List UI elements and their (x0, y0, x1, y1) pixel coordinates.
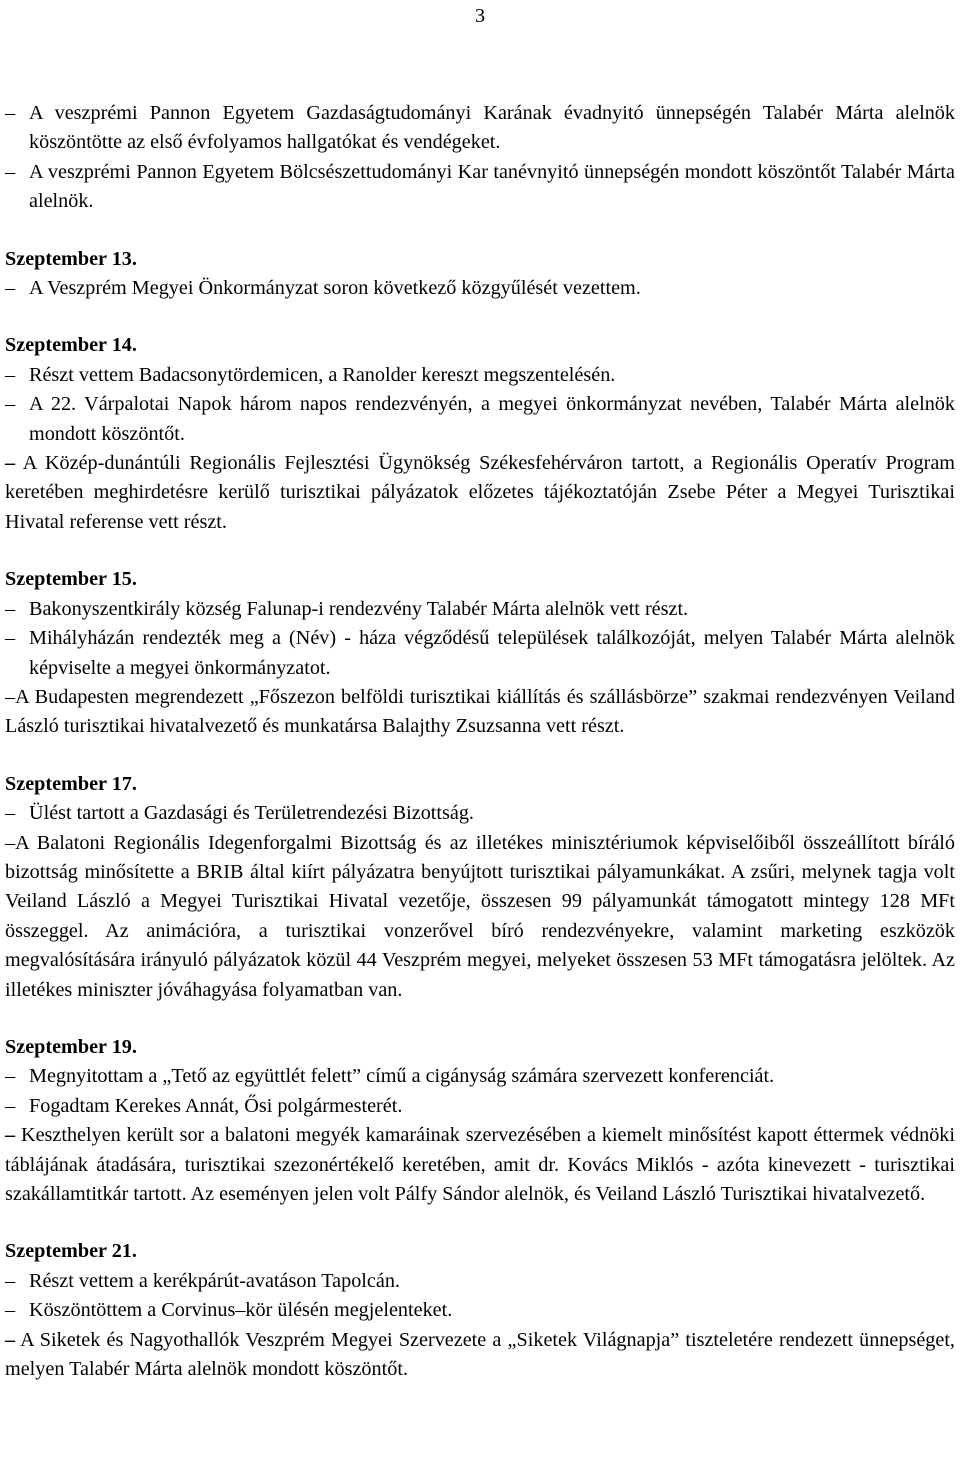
list-item-text: Részt vettem Badacsonytördemicen, a Ranolder kereszt megszentelésén. (29, 363, 616, 386)
list-item (5, 624, 955, 683)
section-sept21 (5, 1237, 955, 1384)
dash-bullet: – (5, 685, 16, 708)
list-item-text: Köszöntöttem a Corvinus–kör ülésén megjelenteket. (29, 1299, 453, 1322)
section-heading: Szeptember 21. (5, 1240, 137, 1263)
paragraph-text: Keszthelyen került sor a balatoni megyék kamaráinak szervezésében a kiemelt minősítést kapott éttermek védnöki táblájának átadására, turisztikai szezonértékelő keretében, amit dr. Kovács Miklós - azóta kinevezett - turisztikai szakállamtitkár tartott. Az eseményen jelen volt Pálfy Sándor alelnök, és Veiland László Turisztikai hivatalvezető. (5, 1124, 956, 1205)
list-item-text: A Veszprém Megyei Önkormányzat soron következő közgyűlését vezettem. (29, 277, 641, 300)
paragraph (5, 1326, 955, 1385)
paragraph (5, 829, 955, 1005)
page-number: 3 (474, 5, 486, 27)
list-item (5, 390, 955, 449)
dash-bullet: – (5, 452, 16, 475)
paragraph-text: A Siketek és Nagyothallók Veszprém Megyei Szervezete a „Siketek Világnapja” tiszteletére rendezett ünnepséget, melyen Talabér Márta alelnök mondott köszöntőt. (5, 1328, 955, 1381)
list-item (5, 158, 955, 217)
section-heading: Szeptember 13. (5, 247, 137, 270)
list-item-text: Bakonyszentkirály község Falunap-i rendezvény Talabér Márta alelnök vett részt. (29, 597, 689, 620)
section-sept15 (5, 565, 955, 741)
section-heading: Szeptember 19. (5, 1035, 137, 1058)
list-item (5, 274, 955, 303)
list-item (5, 595, 955, 624)
dash-bullet: – (5, 102, 16, 124)
paragraph-text: A Közép-dunántúli Regionális Fejlesztési Ügynökség Székesfehérváron tartott, a Regionális Operatív Program keretében meghirdetésre kerülő turisztikai pályázatok előzetes tájékoztatóján Zsebe Péter a Megyei Turisztikai Hivatal referense vett részt. (5, 452, 955, 533)
dash-bullet: – (5, 393, 16, 416)
paragraph (5, 683, 955, 742)
section-sept13 (5, 245, 955, 304)
paragraph-text: A Balatoni Regionális Idegenforgalmi Bizottság és az illetékes minisztériumok képviselőiből összeállított bíráló bizottság minősítette a BRIB által kiírt pályázatra benyújtott turisztikai pályamunkákat. A zsűri, melynek tagja volt Veiland László a Megyei Turisztikai Hivatal vezetője, összesen 99 pályamunkát támogatott mintegy 128 MFt összeggel. Az animációra, a turisztikai vonzerővel bíró rendezvényekre, valamint marketing eszközök megvalósítására irányuló pályázatok közül 44 Veszprém megyei, melyeket összesen 53 MFt támogatásra jelöltek. Az illetékes miniszter jóváhagyása folyamatban van. (5, 831, 955, 1001)
list-item-text: A veszprémi Pannon Egyetem Bölcsészettudományi Kar tanévnyitó ünnepségén mondott köszöntőt Talabér Márta alelnök. (29, 160, 955, 213)
paragraph (5, 449, 955, 537)
dash-bullet: – (5, 160, 16, 183)
list-item (5, 1267, 955, 1296)
section-sept19 (5, 1033, 955, 1209)
section-heading: Szeptember 17. (5, 772, 137, 795)
section-sept14 (5, 331, 955, 537)
list-item (5, 361, 955, 390)
dash-bullet: – (5, 1328, 16, 1351)
list-item-text: Megnyitottam a „Tető az együttlét felett” című a cigányság számára szervezett konferenciát. (29, 1065, 775, 1088)
section-heading: Szeptember 14. (5, 334, 137, 357)
section-heading: Szeptember 15. (5, 568, 137, 591)
list-item (5, 799, 955, 828)
dash-bullet: – (5, 1094, 16, 1117)
document-body (5, 99, 955, 1384)
list-item-text: A 22. Várpalotai Napok három napos rendezvényén, a megyei önkormányzat nevében, Talabér Márta alelnök mondott köszöntőt. (29, 393, 955, 445)
dash-bullet: – (5, 1269, 16, 1292)
paragraph-text: A Budapesten megrendezett „Főszezon belföldi turisztikai kiállítás és szállásbörze” szakmai rendezvényen Veiland László turisztikai hivatalvezető és munkatársa Balajthy Zsuzsanna vett részt. (5, 685, 955, 738)
list-item (5, 1296, 955, 1325)
intro-section (5, 99, 955, 217)
list-item (5, 99, 955, 158)
list-item-text: A veszprémi Pannon Egyetem Gazdaságtudományi Karának évadnyitó ünnepségén Talabér Márta alelnök köszöntötte az első évfolyamos hallgatókat és vendégeket. (29, 102, 955, 154)
list-item (5, 1092, 955, 1121)
list-item-text: Részt vettem a kerékpárút-avatáson Tapolcán. (29, 1269, 400, 1292)
dash-bullet: – (5, 627, 16, 650)
dash-bullet: – (5, 1124, 16, 1147)
dash-bullet: – (5, 363, 16, 386)
dash-bullet: – (5, 831, 16, 854)
list-item-text: Mihályházán rendezték meg a (Név) - háza végződésű települések találkozóját, melyen Talabér Márta alelnök képviselte a megyei önkormányzatot. (29, 627, 955, 679)
dash-bullet: – (5, 1065, 16, 1088)
list-item-text: Ülést tartott a Gazdasági és Területrendezési Bizottság. (29, 802, 474, 825)
section-sept17 (5, 770, 955, 1005)
dash-bullet: – (5, 802, 16, 825)
paragraph (5, 1121, 955, 1209)
list-item (5, 1062, 955, 1091)
dash-bullet: – (5, 277, 16, 300)
list-item-text: Fogadtam Kerekes Annát, Ősi polgármesterét. (29, 1094, 403, 1117)
dash-bullet: – (5, 597, 16, 620)
dash-bullet: – (5, 1299, 16, 1322)
